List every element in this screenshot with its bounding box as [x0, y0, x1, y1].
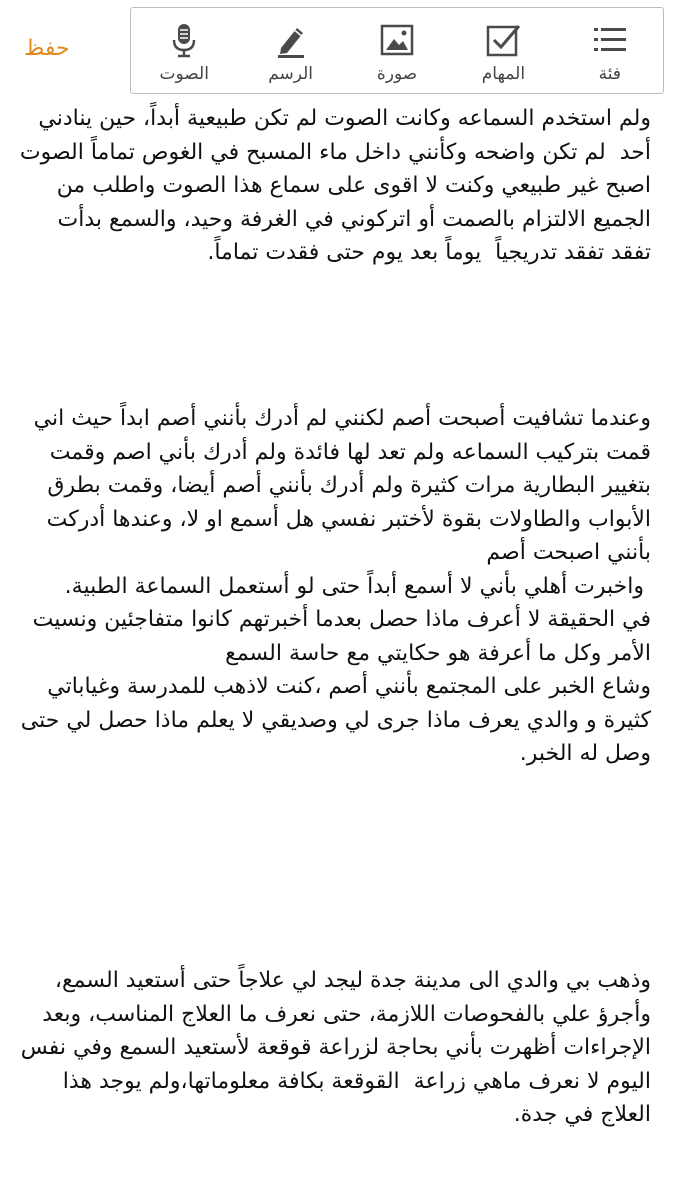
microphone-icon [164, 20, 204, 60]
save-button[interactable]: حفظ [24, 36, 70, 61]
toolbar-tasks-label: المهام [481, 64, 526, 84]
toolbar-voice-button[interactable] [131, 8, 237, 93]
toolbar-image-button[interactable] [344, 8, 450, 93]
toolbar-voice-label: الصوت [159, 64, 209, 84]
toolbar-category-button[interactable] [557, 8, 663, 93]
note-paragraph: وذهب بي والدي الى مدينة جدة ليجد لي علاجاً حتى أستعيد السمع، وأجرؤ علي بالفحوصات اللازمة، حتى نعرف ما العلاج المناسب، وبعد الإجراءات أظهرت بأني بحاجة لزراعة قوقعة لأستعيد السمع وفي نفس اليوم لا نعرف ماهي زراعة القوقعة بكافة معلوماتها،ولم يوجد هذا العلاج في جدة. [13, 968, 651, 1127]
note-toolbar [130, 7, 664, 94]
note-paragraph: ولم استخدم السماعه وكانت الصوت لم تكن طبيعية أبداً، حين ينادني أحد لم تكن واضحه وكأنني داخل ماء المسبح في الغوص تماماً الصوت اصبح غير طبيعي وكنت لا اقوى على سماع هذا الصوت واطلب من الجميع الالتزام بالصمت أو اتركوني في الغرفة وحيد، والسمع بدأت تفقد تفقد تدريجياً يوماً بعد يوم حتى فقدت تماماً. [12, 106, 651, 265]
image-icon [377, 20, 417, 60]
toolbar-tasks-button[interactable] [450, 8, 556, 93]
toolbar-image-label: صورة [376, 64, 418, 84]
list-icon [590, 20, 630, 60]
toolbar-drawing-label: الرسم [268, 64, 314, 84]
note-paragraph: وعندما تشافيت أصبحت أصم لكنني لم أدرك بأنني أصم ابداً حيث اني قمت بتركيب السماعه ولم تعد لها فائدة ولم أدرك بأني اصم وقمت بتغيير البطارية مرات كثيرة ولم أدرك بأنني أصم أيضا، وقمت بطرق الأبواب والطاولات بقوة لأختبر نفسي هل أسمع او لا، وعندها أدركت بأنني اصبحت أصم واخبرت أهلي بأني لا أسمع أبداً حتى لو أستعمل السماعة الطبية. في الحقيقة لا أعرف ماذا حصل بعدما أخبرتهم كانوا متفاجئين ونسيت الأمر وكل ما أعرفة هو حكايتي مع حاسة السمع وشاع الخبر على المجتمع بأنني أصم ،كنت لاذهب للمدرسة وغياباتي كثيرة و والدي يعرف ماذا جرى لي وصديقي لا يعلم ماذا حصل لي حتى وصل له الخبر. [20, 406, 651, 766]
toolbar-drawing-button[interactable] [237, 8, 343, 93]
toolbar-category-label: فئة [598, 64, 622, 84]
checkbox-icon [483, 20, 523, 60]
pen-icon [271, 20, 311, 60]
